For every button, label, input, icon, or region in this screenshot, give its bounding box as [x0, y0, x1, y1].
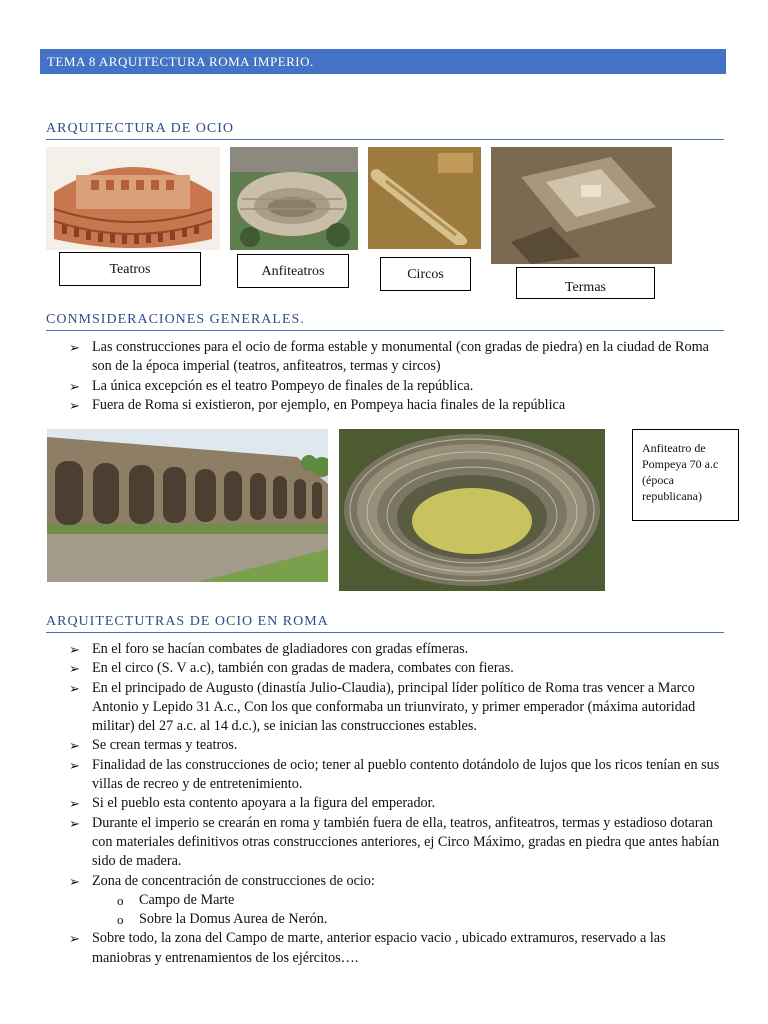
sub-list-container [47, 891, 727, 930]
arrow-bullet-icon: ➢ [69, 873, 80, 889]
label-anfiteatros: Anfiteatros [237, 254, 349, 288]
pompeya-aerial-image [339, 429, 605, 591]
label-circos: Circos [380, 257, 471, 291]
list-item: ➢ En el principado de Augusto (dinastía Julio-Claudia), principal líder político de Roma tras vencer a Marco Antonio y Lepido 31 A.c., Con los que conformaba un triunvirato, y primer emperador (máxima autoridad militar) del 27 a.c. al 14 d.c.), se inician las construcciones estables. [69, 679, 696, 735]
teatro-image [46, 147, 220, 250]
pompeya-caption-box [632, 429, 739, 521]
sub-list-item: o Sobre la Domus Aurea de Nerón. [47, 910, 727, 929]
arrow-bullet-icon: ➢ [69, 796, 80, 812]
section-heading-roma: ARQUITECTUTRAS DE OCIO EN ROMA [46, 614, 724, 633]
sub-list [47, 891, 727, 930]
label-teatros: Teatros [59, 252, 201, 286]
section-heading-ocio: ARQUITECTURA DE OCIO [46, 121, 724, 140]
arrow-bullet-icon: ➢ [69, 931, 80, 947]
circle-bullet-icon: o [117, 892, 124, 908]
arrow-bullet-icon: ➢ [69, 642, 80, 657]
document-title: TEMA 8 ARQUITECTURA ROMA IMPERIO. [47, 54, 314, 69]
arrow-bullet-icon: ➢ [69, 815, 80, 831]
list-item: ➢ En el foro se hacían combates de gladiadores con gradas efímeras. [47, 640, 727, 659]
arrow-bullet-icon: ➢ [69, 757, 80, 773]
list-item: ➢ Durante el imperio se crearán en roma y también fuera de ella, teatros, anfiteatros, termas y estadioso dotaran con materiales definitivos otras construcciones anteriores, ej Circo Máximo, gradas en piedra que antes habían sido de madera. [69, 814, 720, 870]
arrow-bullet-icon: ➢ [69, 680, 80, 696]
anfiteatro-image [230, 147, 358, 250]
list-item: ➢ En el circo (S. V a.c), también con gradas de madera, combates con fieras. [47, 659, 727, 678]
list-item: ➢ Zona de concentración de construcciones de ocio: [47, 872, 727, 891]
circle-bullet-icon: o [117, 912, 124, 928]
circo-image [368, 147, 481, 249]
list-item: ➢ La única excepción es el teatro Pompeyo de finales de la república. [47, 377, 727, 396]
sub-list-item: o Campo de Marte [47, 891, 727, 910]
pompeya-exterior-image [47, 429, 328, 582]
label-termas: Termas [516, 267, 655, 299]
list-item: ➢ Se crean termas y teatros. [47, 736, 727, 755]
consideraciones-list [47, 338, 727, 415]
arrow-bullet-icon: ➢ [69, 738, 80, 754]
list-item: ➢ Sobre todo, la zona del Campo de marte, anterior espacio vacio , ubicado extramuros, reservado a las maniobras y entrenamientos de los ejércitos…. [69, 930, 666, 966]
list-item: ➢ Si el pueblo esta contento apoyara a la figura del emperador. [47, 794, 727, 813]
list-item: ➢ Las construcciones para el ocio de forma estable y monumental (con gradas de piedra) en la ciudad de Roma son de la época imperial (teatros, anfiteatros, termas y circos) [69, 339, 709, 375]
arrow-bullet-icon: ➢ [69, 661, 80, 677]
roma-list [47, 640, 727, 968]
document-title-bar [40, 49, 726, 74]
arrow-bullet-icon: ➢ [69, 397, 80, 413]
section-heading-consideraciones: CONMSIDERACIONES GENERALES. [46, 312, 724, 331]
list-item: ➢ Fuera de Roma si existieron, por ejemplo, en Pompeya hacia finales de la república [47, 396, 727, 415]
list-item: ➢ Finalidad de las construcciones de ocio; tener al pueblo contento dotándolo de lujos que los ricos tenían en sus villas de recreo y de entretenimiento. [69, 756, 720, 793]
pompeya-caption: Anfiteatro de Pompeya 70 a.c (época republicana) [642, 441, 719, 503]
termas-image [491, 147, 672, 264]
arrow-bullet-icon: ➢ [69, 378, 80, 394]
arrow-bullet-icon: ➢ [69, 340, 80, 355]
